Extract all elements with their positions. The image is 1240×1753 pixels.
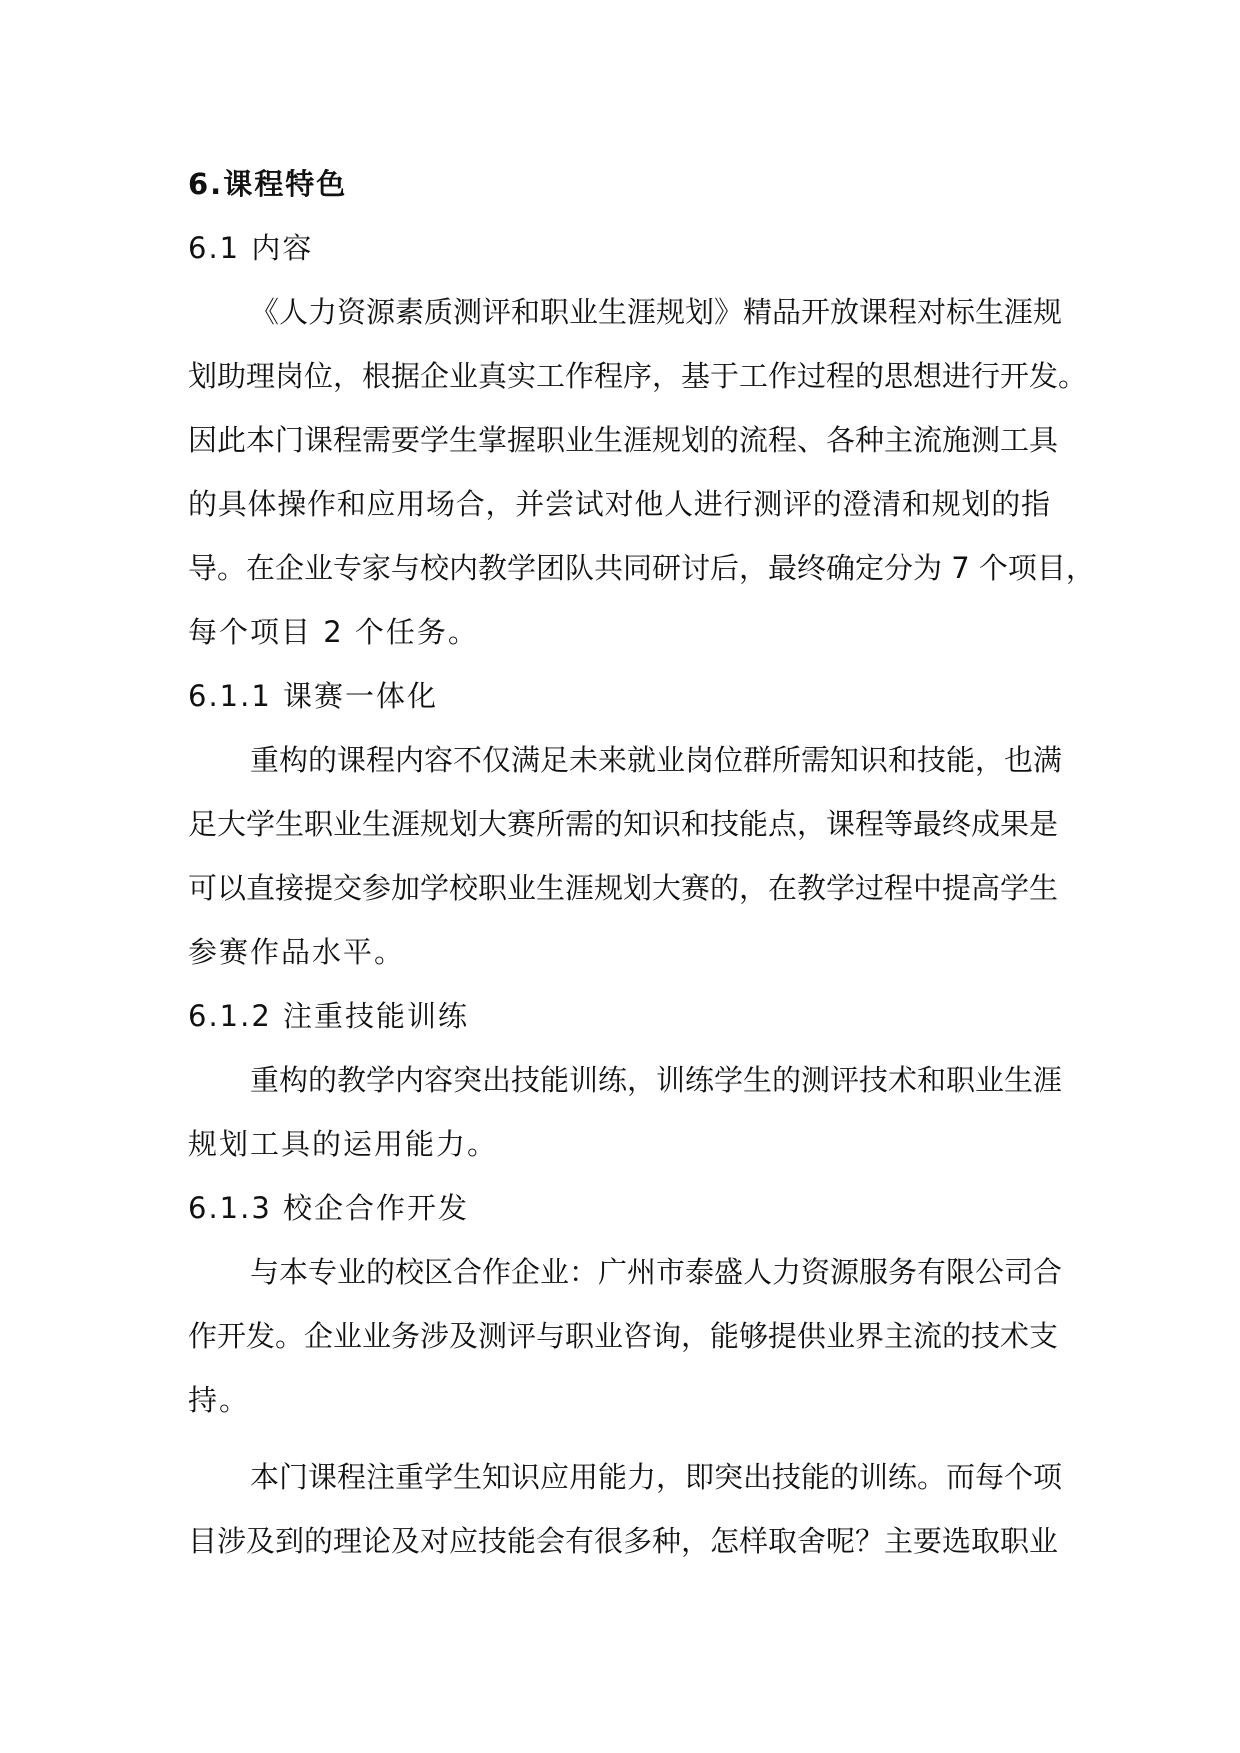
paragraph-3-line-1: 重构的教学内容突出技能训练，训练学生的测评技术和职业生涯	[250, 1063, 1063, 1097]
paragraph-1-line-4: 的具体操作和应用场合，并尝试对他人进行测评的澄清和规划的指	[188, 487, 1050, 521]
heading-6: 6.课程特色	[188, 167, 348, 201]
paragraph-1-line-1: 《人力资源素质测评和职业生涯规划》精品开放课程对标生涯规	[250, 295, 1063, 329]
heading-6-1-1: 6.1.1 课赛一体化	[188, 679, 439, 713]
paragraph-2-line-1: 重构的课程内容不仅满足未来就业岗位群所需知识和技能，也满	[250, 743, 1063, 777]
paragraph-2-line-3: 可以直接提交参加学校职业生涯规划大赛的，在教学过程中提高学生	[188, 871, 1059, 905]
paragraph-4-line-2: 作开发。企业业务涉及测评与职业咨询，能够提供业界主流的技术支	[188, 1319, 1059, 1353]
paragraph-3-line-2: 规划工具的运用能力。	[188, 1127, 499, 1161]
paragraph-1-line-2: 划助理岗位，根据企业真实工作程序，基于工作过程的思想进行开发。	[188, 359, 1088, 393]
paragraph-5-line-2: 目涉及到的理论及对应技能会有很多种，怎样取舍呢？主要选取职业	[188, 1524, 1059, 1558]
paragraph-1-line-5: 导。在企业专家与校内教学团队共同研讨后，最终确定分为 7 个项目，	[188, 551, 1095, 585]
paragraph-4-line-3: 持。	[188, 1383, 251, 1417]
paragraph-2-line-2: 足大学生职业生涯规划大赛所需的知识和技能点，课程等最终成果是	[188, 807, 1059, 841]
heading-6-1-3: 6.1.3 校企合作开发	[188, 1191, 470, 1225]
paragraph-2-line-4: 参赛作品水平。	[188, 935, 406, 969]
paragraph-4-line-1: 与本专业的校区合作企业：广州市泰盛人力资源服务有限公司合	[250, 1255, 1063, 1289]
paragraph-5-line-1: 本门课程注重学生知识应用能力，即突出技能的训练。而每个项	[250, 1460, 1063, 1494]
heading-6-1: 6.1 内容	[188, 231, 314, 265]
heading-6-1-2: 6.1.2 注重技能训练	[188, 999, 470, 1033]
paragraph-1-line-3: 因此本门课程需要学生掌握职业生涯规划的流程、各种主流施测工具	[188, 423, 1059, 457]
paragraph-1-line-6: 每个项目 2 个任务。	[188, 615, 479, 649]
